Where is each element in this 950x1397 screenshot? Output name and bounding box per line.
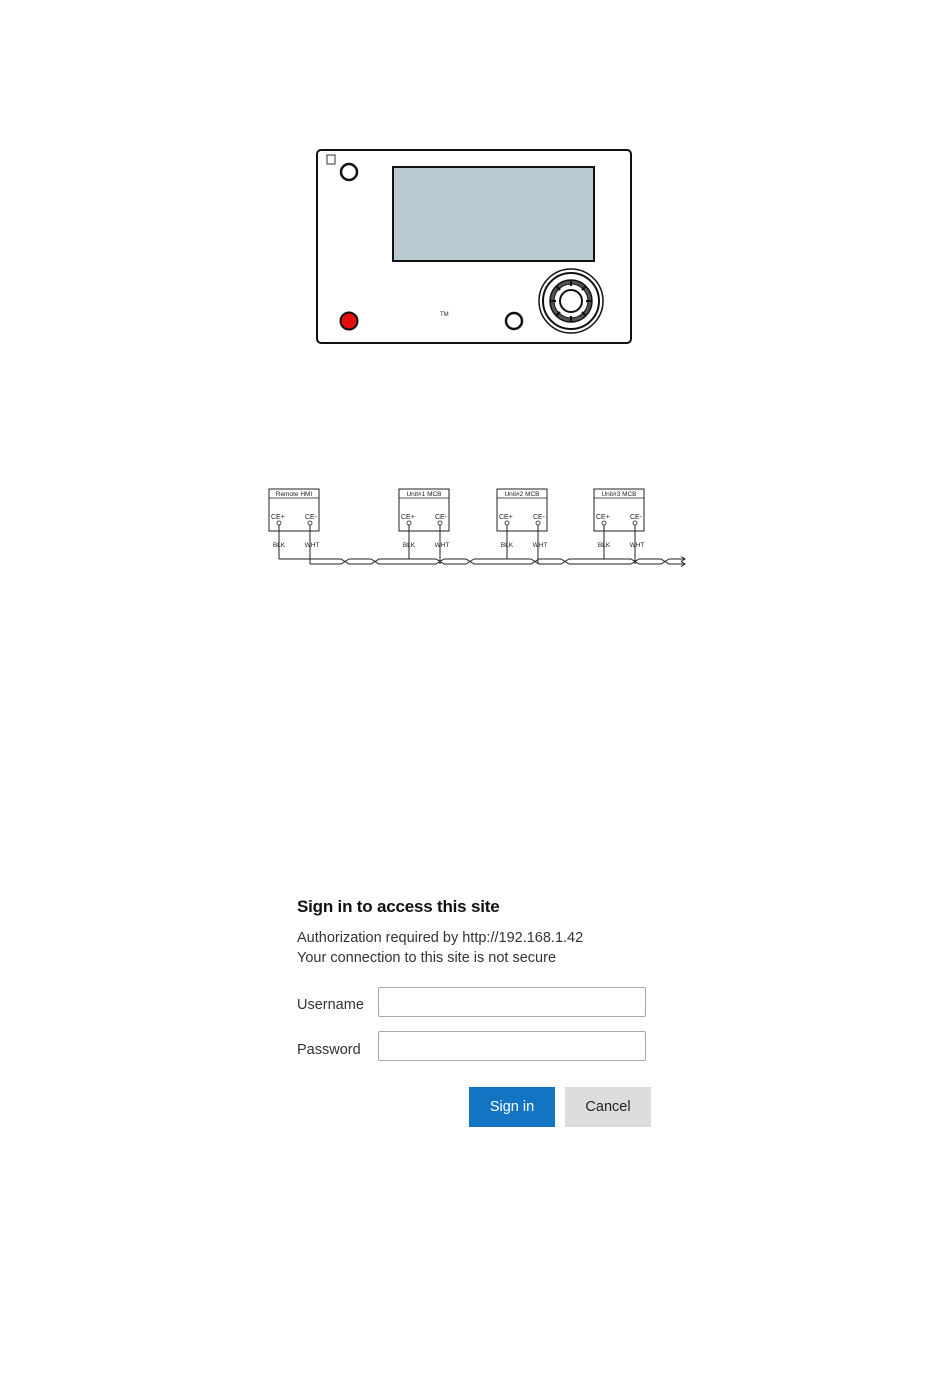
terminal-plus-icon [602, 521, 606, 525]
dialog-title: Sign in to access this site [297, 897, 500, 916]
terminal-plus-icon [407, 521, 411, 525]
lcd-screen [393, 167, 594, 261]
blk-wire-label: BLK [272, 542, 286, 549]
username-label: Username [297, 997, 364, 1013]
terminal-minus-label: CE- [629, 514, 642, 521]
terminal-plus-icon [505, 521, 509, 525]
signin-dialog [283, 882, 667, 1144]
device-name-label: Unit#1 MCB [406, 491, 442, 498]
terminal-plus-label: CE+ [401, 514, 415, 521]
terminal-minus-label: CE- [434, 514, 447, 521]
communication-wiring-diagram [265, 486, 695, 572]
back-button-icon [506, 313, 522, 329]
cancel-button[interactable]: Cancel [565, 1087, 651, 1127]
terminal-minus-icon [633, 521, 637, 525]
terminal-plus-icon [277, 521, 281, 525]
navigation-wheel-icon [539, 269, 603, 333]
wht-wire-label: WHT [304, 542, 320, 549]
terminal-plus-label: CE+ [596, 514, 610, 521]
device-corner-mark [327, 155, 335, 164]
hmi-device-illustration [316, 149, 632, 345]
terminal-minus-icon [308, 521, 312, 525]
wht-wire-label: WHT [532, 542, 548, 549]
alarm-led-icon [341, 313, 358, 330]
device-name-label: Unit#3 MCB [601, 491, 637, 498]
device-name-label: Unit#2 MCB [504, 491, 540, 498]
terminal-minus-icon [438, 521, 442, 525]
blk-wire-label: BLK [402, 542, 416, 549]
authorization-text: Authorization required by http://192.168.1.42 [297, 930, 584, 946]
signin-button[interactable]: Sign in [469, 1087, 555, 1127]
terminal-minus-icon [536, 521, 540, 525]
blk-wire-label: BLK [500, 542, 514, 549]
trademark-label: TM [440, 312, 449, 318]
connection-warning-text: Your connection to this site is not secure [297, 950, 557, 966]
terminal-minus-label: CE- [532, 514, 545, 521]
password-input[interactable] [378, 1031, 646, 1061]
twisted-pair-wire-a [279, 559, 685, 564]
menu-button-icon [341, 164, 357, 180]
blk-wire-label: BLK [597, 542, 611, 549]
wht-wire-label: WHT [629, 542, 645, 549]
terminal-plus-label: CE+ [499, 514, 513, 521]
password-label: Password [297, 1042, 361, 1058]
username-input[interactable] [378, 987, 646, 1017]
terminal-minus-label: CE- [304, 514, 317, 521]
wht-wire-label: WHT [434, 542, 450, 549]
device-name-label: Remote HMI [275, 491, 313, 498]
terminal-plus-label: CE+ [271, 514, 285, 521]
twisted-pair-wire-b [310, 559, 685, 564]
